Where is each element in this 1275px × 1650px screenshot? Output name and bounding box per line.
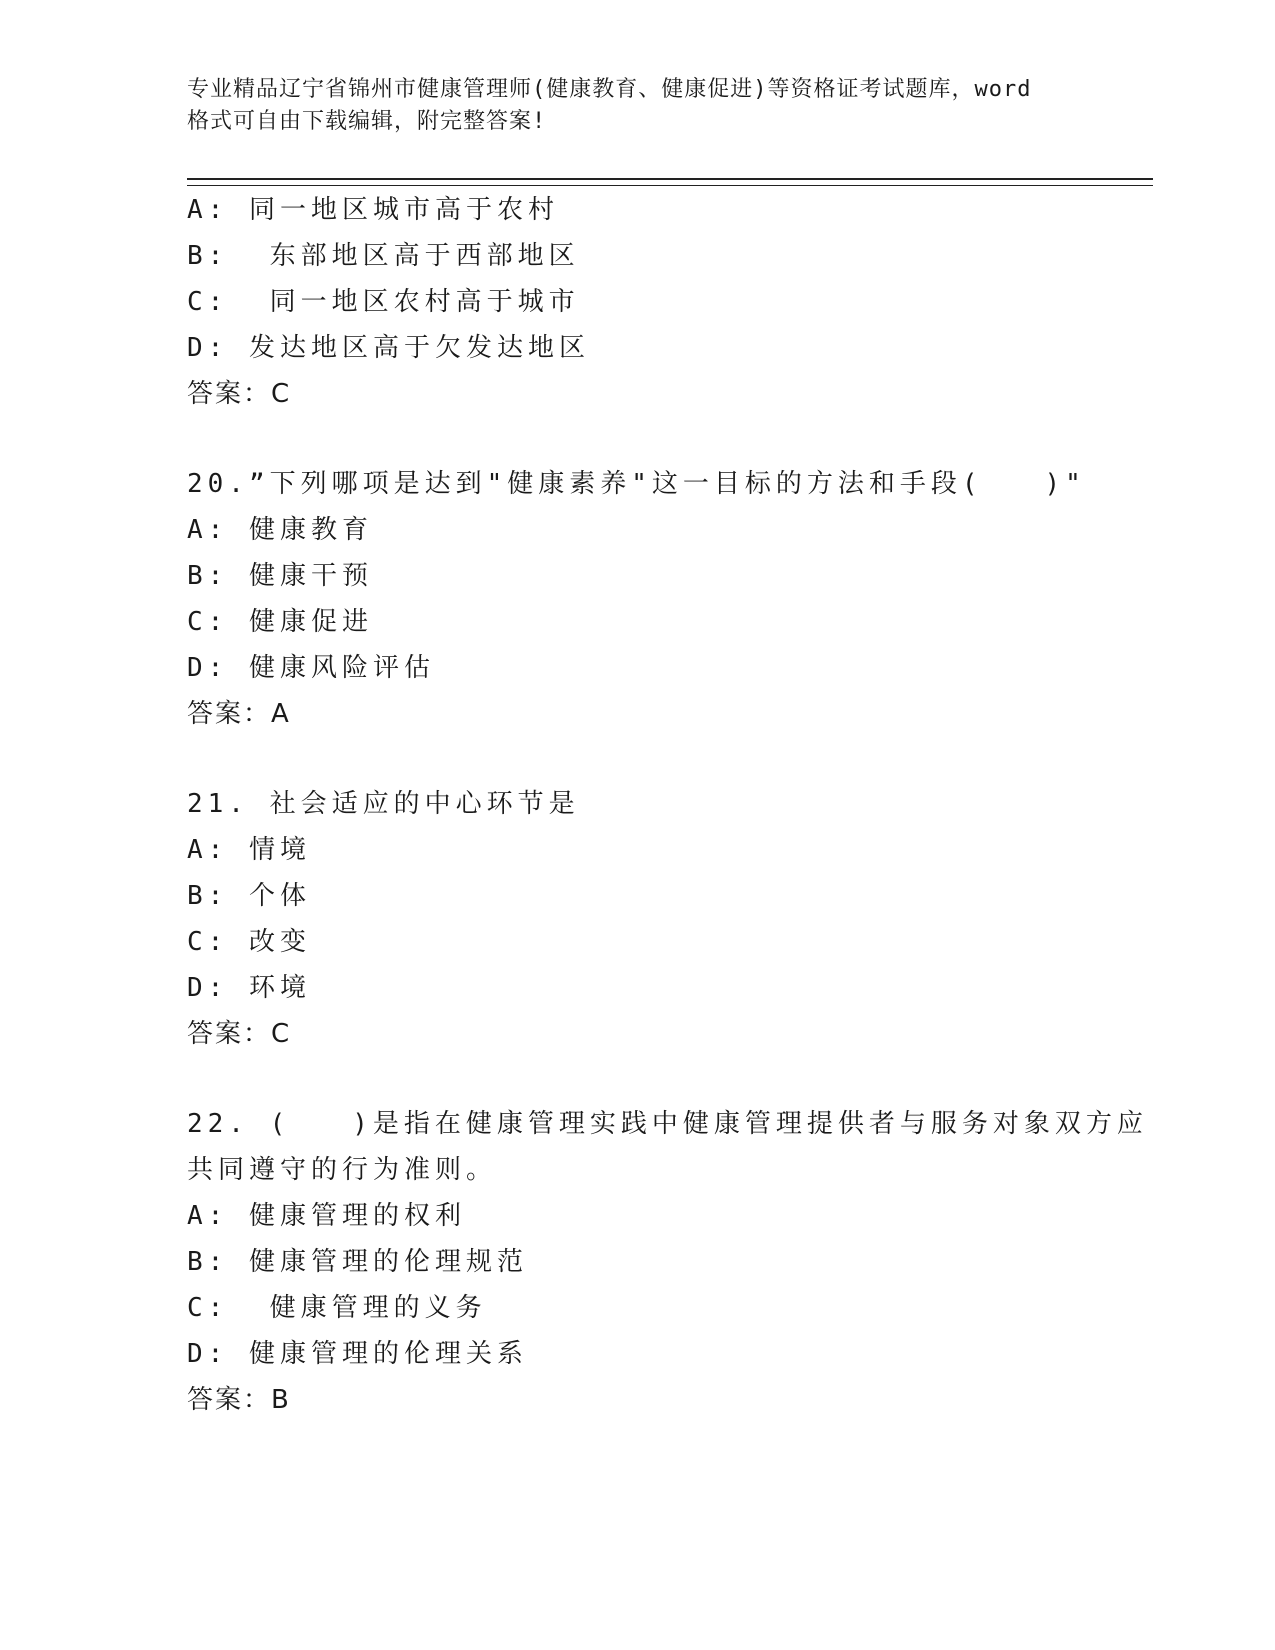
option-c: C: 健康管理的义务 — [187, 1293, 487, 1323]
option-b: B: 东部地区高于西部地区 — [187, 241, 580, 271]
option-c: C: 同一地区农村高于城市 — [187, 287, 580, 317]
option-d: D: 环境 — [187, 973, 311, 1003]
answer-line: 答案：C — [187, 1019, 292, 1049]
option-a: A: 同一地区城市高于农村 — [187, 195, 559, 225]
option-a: A: 情境 — [187, 835, 311, 865]
option-d: D: 发达地区高于欠发达地区 — [187, 333, 590, 363]
option-c: C: 改变 — [187, 927, 311, 957]
option-c: C: 健康促进 — [187, 607, 373, 637]
option-a: A: 健康教育 — [187, 515, 373, 545]
document-header — [187, 74, 1087, 138]
question-stem: 20.”下列哪项是达到"健康素养"这一目标的方法和手段( )" — [187, 469, 1086, 499]
answer-line: 答案：A — [187, 699, 291, 729]
answer-line: 答案：B — [187, 1385, 291, 1415]
option-a: A: 健康管理的权利 — [187, 1201, 466, 1231]
question-list — [187, 187, 1153, 1423]
question-stem: 21. 社会适应的中心环节是 — [187, 789, 580, 819]
answer-line: 答案：C — [187, 379, 292, 409]
question-stem: 22. ( )是指在健康管理实践中健康管理提供者与服务对象双方应 — [187, 1109, 1148, 1139]
header-divider — [187, 178, 1153, 186]
question-block-22 — [187, 1101, 1153, 1423]
option-b: B: 健康干预 — [187, 561, 373, 591]
header-line-2: 格式可自由下载编辑，附完整答案! — [187, 109, 547, 134]
option-d: D: 健康风险评估 — [187, 653, 435, 683]
question-block-20 — [187, 461, 1153, 737]
option-b: B: 个体 — [187, 881, 311, 911]
option-b: B: 健康管理的伦理规范 — [187, 1247, 528, 1277]
question-block-19 — [187, 187, 1153, 417]
question-block-21 — [187, 781, 1153, 1057]
spacer — [187, 1057, 1153, 1101]
question-stem-continued: 共同遵守的行为准则。 — [187, 1155, 498, 1185]
option-d: D: 健康管理的伦理关系 — [187, 1339, 528, 1369]
spacer — [187, 417, 1153, 461]
header-line-1: 专业精品辽宁省锦州市健康管理师(健康教育、健康促进)等资格证考试题库，word — [187, 77, 1032, 102]
spacer — [187, 737, 1153, 781]
